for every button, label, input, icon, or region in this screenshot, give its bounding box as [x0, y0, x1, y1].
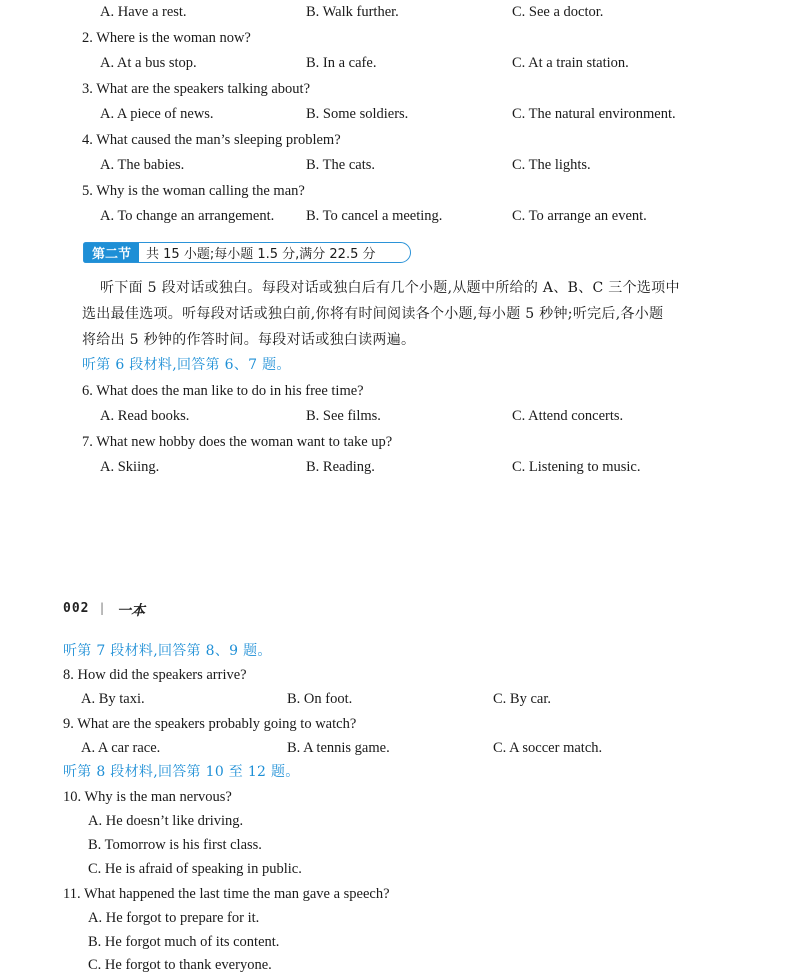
q1-option-c: C. See a doctor. [512, 4, 604, 20]
material-8-heading: 听第 8 段材料,回答第 10 至 12 题。 [63, 764, 300, 780]
q11-option-a: A. He forgot to prepare for it. [88, 910, 260, 926]
q10-option-c: C. He is afraid of speaking in public. [88, 861, 302, 877]
q6-option-a: A. Read books. [100, 408, 190, 424]
q4-stem: 4. What caused the man’s sleeping problem? [82, 132, 341, 148]
material-6-heading: 听第 6 段材料,回答第 6、7 题。 [82, 357, 291, 373]
q9-stem: 9. What are the speakers probably going to watch? [63, 716, 357, 732]
q11-option-b: B. He forgot much of its content. [88, 934, 280, 950]
q11-stem: 11. What happened the last time the man gave a speech? [63, 886, 390, 902]
q5-option-a: A. To change an arrangement. [100, 208, 275, 224]
q3-stem: 3. What are the speakers talking about? [82, 81, 311, 97]
q5-option-c: C. To arrange an event. [512, 208, 647, 224]
q8-option-a: A. By taxi. [81, 691, 145, 707]
q8-option-b: B. On foot. [287, 691, 353, 707]
q1-option-a: A. Have a rest. [100, 4, 187, 20]
q5-option-b: B. To cancel a meeting. [306, 208, 443, 224]
section-description: 共 15 小题;每小题 1.5 分,满分 22.5 分 [146, 247, 376, 262]
q8-stem: 8. How did the speakers arrive? [63, 667, 247, 683]
q3-option-b: B. Some soldiers. [306, 106, 409, 122]
section-header [83, 242, 411, 263]
material-7-heading: 听第 7 段材料,回答第 8、9 题。 [63, 643, 272, 659]
page-number: 002 [63, 601, 90, 616]
q7-option-a: A. Skiing. [100, 459, 160, 475]
instruction-line-3: 将给出 5 秒钟的作答时间。每段对话或独白读两遍。 [82, 332, 416, 348]
q2-option-b: B. In a cafe. [306, 55, 377, 71]
q10-option-a: A. He doesn’t like driving. [88, 813, 244, 829]
q6-option-c: C. Attend concerts. [512, 408, 624, 424]
q3-option-a: A. A piece of news. [100, 106, 214, 122]
q11-option-c: C. He forgot to thank everyone. [88, 957, 272, 973]
instruction-line-1: 听下面 5 段对话或独白。每段对话或独白后有几个小题,从题中所给的 A、B、C 三个选项中 [100, 280, 680, 296]
instruction-line-2: 选出最佳选项。听每段对话或独白前,你将有时间阅读各个小题,每小题 5 秒钟;听完后,各小题 [82, 306, 664, 322]
q4-option-c: C. The lights. [512, 157, 591, 173]
q4-option-a: A. The babies. [100, 157, 185, 173]
q8-option-c: C. By car. [493, 691, 551, 707]
q10-stem: 10. Why is the man nervous? [63, 789, 232, 805]
footer-separator: | [100, 601, 105, 615]
q9-option-a: A. A car race. [81, 740, 161, 756]
q9-option-c: C. A soccer match. [493, 740, 603, 756]
q6-stem: 6. What does the man like to do in his free time? [82, 383, 364, 399]
q4-option-b: B. The cats. [306, 157, 375, 173]
q3-option-c: C. The natural environment. [512, 106, 676, 122]
q7-option-b: B. Reading. [306, 459, 375, 475]
section-tag: 第二节 [84, 243, 139, 262]
q10-option-b: B. Tomorrow is his first class. [88, 837, 262, 853]
q7-option-c: C. Listening to music. [512, 459, 641, 475]
footer-brand-logo: 一本 [117, 603, 145, 619]
q6-option-b: B. See films. [306, 408, 381, 424]
q9-option-b: B. A tennis game. [287, 740, 390, 756]
q7-stem: 7. What new hobby does the woman want to take up? [82, 434, 393, 450]
q2-option-c: C. At a train station. [512, 55, 629, 71]
q2-option-a: A. At a bus stop. [100, 55, 197, 71]
q2-stem: 2. Where is the woman now? [82, 30, 251, 46]
q1-option-b: B. Walk further. [306, 4, 399, 20]
q5-stem: 5. Why is the woman calling the man? [82, 183, 305, 199]
